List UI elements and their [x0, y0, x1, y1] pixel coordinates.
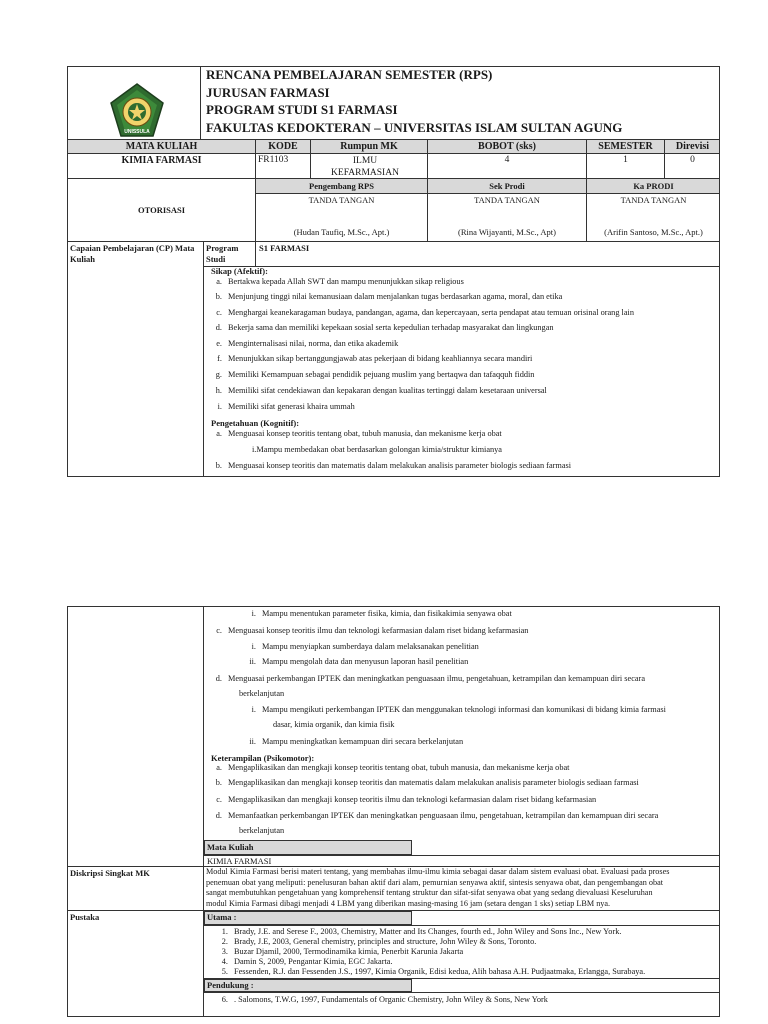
sikap-item: d. Bekerja sama dan memiliki kepekaan sosial serta kepedulian terhadap masyarakat dan lingkungan: [215, 323, 554, 332]
sign-label-1: TANDA TANGAN: [308, 195, 375, 205]
pengetahuan-item-a: a. Menguasai konsep teoritis tentang obat, tubuh manusia, dan mekanisme kerja obat: [216, 429, 502, 438]
val-kode: FR1103: [258, 155, 289, 165]
header-line-2: JURUSAN FARMASI: [206, 85, 330, 100]
name-pengembang: (Hudan Taufiq, M.Sc., Apt.): [293, 227, 390, 237]
cp-item-d: d. Menguasai perkembangan IPTEK dan meningkatkan penguasaan ilmu, pengetahuan, ketrampilan dan kemampuan diri secara: [215, 674, 646, 683]
cp-item-b-i: i. Mampu menentukan parameter fisika, kimia, dan fisikakimia senyawa obat: [251, 609, 512, 618]
pustaka-label: Pustaka: [70, 912, 100, 922]
val-bobot: 4: [504, 155, 510, 165]
cp-item-d-i: i. Mampu mengikuti perkembangan IPTEK dan menggunakan teknologi informasi dan komunikasi di bidang kimia farmasi: [251, 705, 666, 714]
header-line-4: FAKULTAS KEDOKTERAN – UNIVERSITAS ISLAM SULTAN AGUNG: [206, 120, 623, 135]
cp-item-c-i: i. Mampu menyiapkan sumberdaya dalam melaksanakan penelitian: [251, 642, 479, 651]
deskripsi-text: Modul Kimia Farmasi berisi materi tentang, yang membahas ilmu-ilmu kimia sebagai dasar dalam sistem evaluasi obat. Evaluasi pada proses penemuan obat yang meliputi: penelusuran bahan aktif dari alam, pemurnian senyawa aktif, sintesis senyawa obat, dan pengembangan obat sangat membutuhkan pengetahuan yang komprehensif tentang struktur dan sifat-sifat senyawa obat yang sedang dievaluasi Keseluruhan modul Kimia Farmasi dibagi menjadi 4 LBM yang diberikan masing-masing 16 jam (setara dengan 1 sks) setiap LBM nya.: [206, 867, 670, 908]
sikap-item: e. Menginternalisasi nilai, norma, dan etika akademik: [216, 339, 399, 348]
mk-label: Mata Kuliah: [207, 842, 254, 852]
program-studi-label: Program Studi: [206, 243, 239, 264]
val-semester: 1: [623, 155, 628, 165]
pustaka-item: 4. Damin S, 2009, Pengantar Kimia, EGC Jakarta.: [221, 957, 393, 966]
mk-value: KIMIA FARMASI: [207, 856, 272, 866]
pengetahuan-title: Pengetahuan (Kognitif):: [211, 418, 300, 428]
pustaka-item: 6. . Salomons, T.W.G, 1997, Fundamentals of Organic Chemistry, John Wiley & Sons, New York: [221, 995, 548, 1004]
col-kode: KODE: [268, 141, 298, 152]
cp-label: Capaian Pembelajaran (CP) Mata Kuliah: [70, 243, 195, 264]
sikap-item: g. Memiliki Kemampuan sebagai pendidik pejuang muslim yang bertaqwa dan tafaqquh fiddin: [215, 370, 535, 379]
oto-col-sekprodi: Sek Prodi: [489, 181, 525, 191]
cp-item-d-ii: ii. Mampu meningkatkan kemampuan diri secara berkelanjutan: [249, 737, 464, 746]
pengetahuan-item-b: b. Menguasai konsep teoritis dan matematis dalam melakukan analisis parameter biologis sediaan farmasi: [215, 461, 572, 470]
sikap-item: i. Memiliki sifat generasi khaira ummah: [217, 402, 355, 411]
col-mata-kuliah: MATA KULIAH: [125, 141, 198, 152]
val-mata-kuliah: KIMIA FARMASI: [121, 155, 202, 166]
cp-item-d-i-cont: dasar, kimia organik, dan kimia fisik: [273, 720, 395, 729]
pustaka-item: 2. Brady, J.E, 2003, General chemistry, principles and structure, John Wiley & Sons, Toronto.: [221, 937, 537, 946]
sikap-item: h. Memiliki sifat cendekiawan dan kepakaran dengan kualitas tertinggi dalam kesetaraan universal: [215, 386, 547, 395]
pustaka-pendukung-label: Pendukung :: [207, 980, 254, 990]
keterampilan-title: Keterampilan (Psikomotor):: [211, 753, 315, 763]
col-semester: SEMESTER: [598, 141, 653, 152]
program-studi-value: S1 FARMASI: [259, 243, 310, 253]
cp-item-c-ii: ii. Mampu mengolah data dan menyusun laporan hasil penelitian: [249, 657, 469, 666]
sikap-item: f. Menunjukkan sikap bertanggungjawab atas pekerjaan di bidang keahliannya secara mandiri: [217, 354, 533, 363]
sikap-item: c. Menghargai keanekaragaman budaya, pandangan, agama, dan kepercayaan, serta pendapat atau temuan orisinal orang lain: [216, 308, 634, 317]
header-line-1: RENCANA PEMBELAJARAN SEMESTER (RPS): [206, 67, 493, 82]
col-rumpun: Rumpun MK: [340, 141, 398, 152]
pustaka-item: 3. Buzar Djamil, 2000, Termodinamika kimia, Penerbit Karunia Jakarta: [221, 947, 464, 956]
pustaka-item: 5. Fessenden, R.J. dan Fessenden J.S., 1997, Kimia Organik, Edisi kedua, Alih bahasa A.H. Pudjaatmaka, Erlangga, Surabaya.: [221, 967, 646, 976]
pustaka-item: 1. Brady, J.E. and Serese F., 2003, Chemistry, Matter and Its Changes, fourth ed., John Wiley and Sons Inc., New York.: [221, 927, 622, 936]
header-line-3: PROGRAM STUDI S1 FARMASI: [206, 102, 398, 117]
val-direvisi: 0: [690, 155, 695, 165]
keterampilan-item: c. Mengaplikasikan dan mengkaji konsep teoritis ilmu dan teknologi kefarmasian dalam riset bidang kefarmasian: [216, 795, 597, 804]
keterampilan-item: a. Mengaplikasikan dan mengkaji konsep teoritis tentang obat, tubuh manusia, dan mekanisme kerja obat: [216, 763, 570, 772]
pengetahuan-item-a-i: i.Mampu membedakan obat berdasarkan golongan kimia/struktur kimianya: [252, 445, 502, 454]
otorisasi-label: OTORISASI: [137, 205, 186, 215]
col-direvisi: Direvisi: [675, 141, 710, 152]
cp-item-d-cont: berkelanjutan: [239, 689, 285, 698]
oto-col-kaprodi: Ka PRODI: [633, 181, 674, 191]
sign-label-3: TANDA TANGAN: [620, 195, 687, 205]
keterampilan-item: b. Mengaplikasikan dan mengkaji konsep teoritis dan matematis dalam melakukan analisis parameter biologis sediaan farmasi: [215, 778, 639, 787]
col-bobot: BOBOT (sks): [478, 141, 536, 152]
keterampilan-item: d. Memanfaatkan perkembangan IPTEK dan meningkatkan penguasaan ilmu, pengetahuan, ketrampilan dan kemampuan diri secara: [215, 811, 659, 820]
sign-label-2: TANDA TANGAN: [474, 195, 540, 205]
sikap-title: Sikap (Afektif):: [211, 266, 268, 276]
oto-col-pengembang: Pengembang RPS: [309, 181, 374, 191]
university-logo: [108, 82, 166, 140]
deskripsi-label: Diskripsi Singkat MK: [70, 868, 150, 878]
pustaka-utama-label: Utama :: [207, 912, 237, 922]
sikap-item: b. Menjunjung tinggi nilai kemanusiaan dalam menjalankan tugas berdasarkan agama, moral, dan etika: [215, 292, 563, 301]
val-rumpun: ILMU KEFARMASIAN: [331, 156, 399, 178]
logo-text: UNISSULA: [124, 129, 150, 135]
cp-item-c: c. Menguasai konsep teoritis ilmu dan teknologi kefarmasian dalam riset bidang kefarmasian: [216, 626, 529, 635]
sikap-item: a. Bertakwa kepada Allah SWT dan mampu menunjukkan sikap religious: [216, 277, 464, 286]
keterampilan-item-cont: berkelanjutan: [239, 826, 285, 835]
name-sekprodi: (Rina Wijayanti, M.Sc., Apt): [458, 227, 556, 237]
name-kaprodi: (Arifin Santoso, M.Sc., Apt.): [604, 227, 703, 237]
